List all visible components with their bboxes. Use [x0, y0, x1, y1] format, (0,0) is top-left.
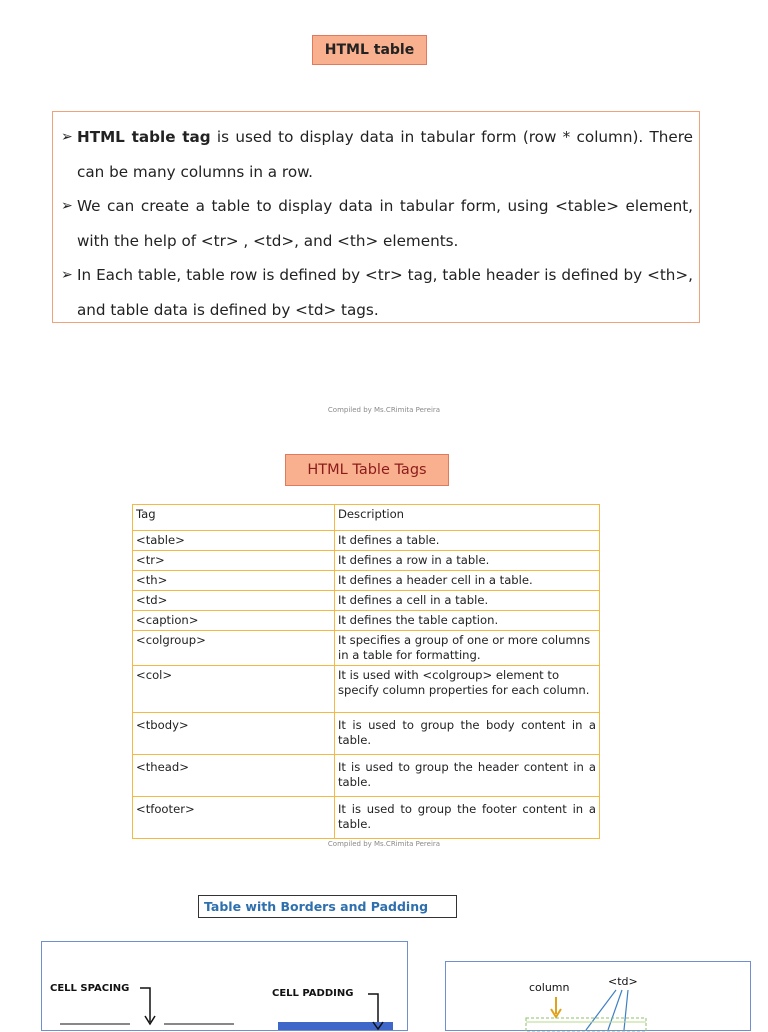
diagram-arrows-icon	[42, 942, 409, 1032]
diagram-pointer-icon	[446, 962, 752, 1032]
description-cell: It defines a cell in a table.	[335, 591, 600, 611]
table-header-row	[133, 505, 600, 531]
tag-cell: <tfooter>	[133, 797, 335, 839]
description-cell: It is used to group the header content in a table.	[335, 755, 600, 797]
tag-cell: <th>	[133, 571, 335, 591]
slide-title-html-table: HTML table	[312, 35, 427, 65]
slide-title-table-tags: HTML Table Tags	[285, 454, 449, 486]
description-cell: It defines a row in a table.	[335, 551, 600, 571]
column-label: column	[529, 981, 570, 994]
description-cell: It defines a header cell in a table.	[335, 571, 600, 591]
header-cell-description: Description	[335, 505, 600, 531]
tag-cell: <tbody>	[133, 713, 335, 755]
table-row	[133, 591, 600, 611]
tag-cell: <col>	[133, 666, 335, 713]
arrow-bullet-icon: ➢	[61, 129, 73, 145]
tag-cell: <tr>	[133, 551, 335, 571]
arrow-bullet-icon: ➢	[61, 198, 73, 214]
table-row	[133, 571, 600, 591]
bullet-2-text: We can create a table to display data in tabular form, using <table> element, with the help of <tr> , <td>, and <th> elements.	[77, 197, 693, 250]
description-cell: It defines the table caption.	[335, 611, 600, 631]
description-cell: It is used to group the body content in a table.	[335, 713, 600, 755]
td-label: <td>	[608, 975, 638, 988]
table-row	[133, 666, 600, 713]
info-box	[52, 111, 700, 323]
bullet-1	[61, 120, 693, 189]
description-cell: It defines a table.	[335, 531, 600, 551]
slide-title-borders-padding: Table with Borders and Padding	[198, 895, 457, 918]
cell-spacing-label: CELL SPACING	[50, 983, 130, 994]
cell-spacing-padding-diagram	[41, 941, 408, 1031]
credit-footer: Compiled by Ms.CRimita Pereira	[327, 406, 441, 414]
table-row	[133, 755, 600, 797]
tag-cell: <td>	[133, 591, 335, 611]
description-cell: It is used with <colgroup> element to specify column properties for each column.	[335, 666, 600, 713]
header-cell-tag: Tag	[133, 505, 335, 531]
description-cell: It is used to group the footer content in a table.	[335, 797, 600, 839]
table-row	[133, 797, 600, 839]
bullet-3	[61, 258, 693, 327]
bullet-2	[61, 189, 693, 258]
table-row	[133, 611, 600, 631]
tags-table	[132, 504, 600, 839]
description-cell: It specifies a group of one or more columns in a table for formatting.	[335, 631, 600, 666]
tag-cell: <colgroup>	[133, 631, 335, 666]
table-row	[133, 713, 600, 755]
arrow-bullet-icon: ➢	[61, 267, 73, 283]
bullet-3-text: In Each table, table row is defined by <tr> tag, table header is defined by <th>, and table data is defined by <td> tags.	[77, 266, 693, 319]
cell-padding-label: CELL PADDING	[272, 988, 354, 999]
column-td-diagram	[445, 961, 751, 1031]
table-row	[133, 551, 600, 571]
tag-cell: <caption>	[133, 611, 335, 631]
bullet-1-text: is used to display data in tabular form (row * column). There can be many columns in a row.	[77, 128, 694, 181]
table-row	[133, 531, 600, 551]
table-row	[133, 631, 600, 666]
tag-cell: <table>	[133, 531, 335, 551]
tag-cell: <thead>	[133, 755, 335, 797]
bullet-1-bold: HTML table tag	[77, 128, 211, 146]
credit-footer: Compiled by Ms.CRimita Pereira	[327, 840, 441, 848]
